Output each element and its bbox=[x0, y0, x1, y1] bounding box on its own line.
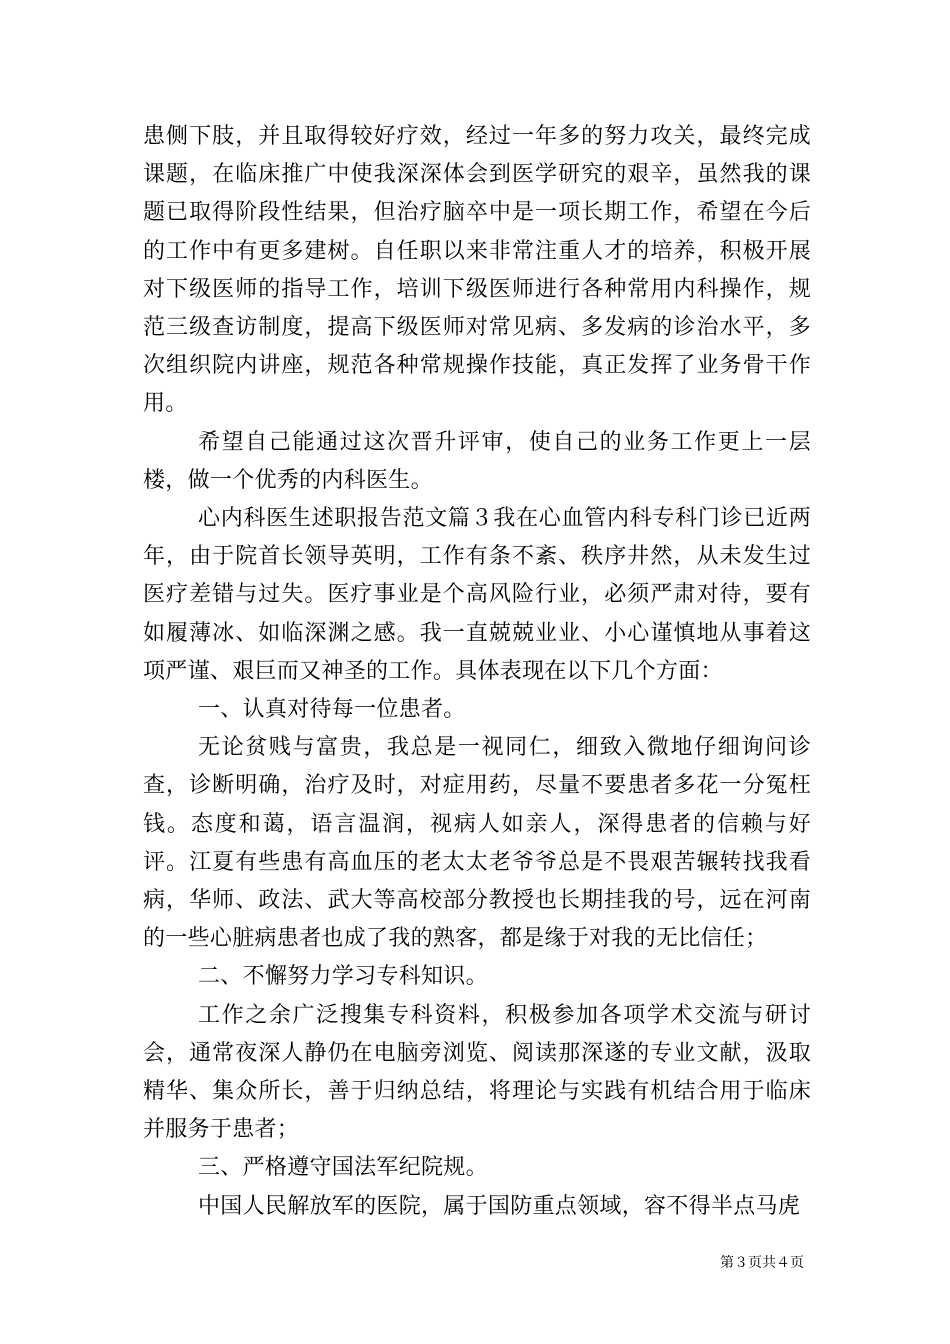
section-heading-3: 三、严格遵守国法军纪院规。 bbox=[198, 1155, 488, 1181]
page-number-footer: 第３页共４页 bbox=[720, 1255, 804, 1271]
paragraph-section-1: 无论贫贱与富贵，我总是一视同仁，细致入微地仔细询问诊查，诊断明确，治疗及时，对症用药，尽量不要患者多花一分冤枉钱。态度和蔼，语言温润，视病人如亲人，深得患者的信赖与好评。江夏有些患有高血压的老太太老爷爷总是不畏艰苦辗转找我看病，华师、政法、武大等高校部分教授也长期挂我的号，远在河南的一些心脏病患者也成了我的熟客，都是缘于对我的无比信任； bbox=[143, 735, 811, 952]
paragraph-continuation: 患侧下肢，并且取得较好疗效，经过一年多的努力攻关，最终完成课题，在临床推广中使我深深体会到医学研究的艰辛，虽然我的课题已取得阶段性结果，但治疗脑卒中是一项长期工作，希望在今后的工作中有更多建树。自任职以来非常注重人才的培养，积极开展对下级医师的指导工作，培训下级医师进行各种常用内科操作，规范三级查访制度，提高下级医师对常见病、多发病的诊治水平，多次组织院内讲座，规范各种常规操作技能，真正发挥了业务骨干作用。 bbox=[143, 124, 811, 417]
document-body bbox=[143, 118, 811, 1226]
section-heading-2: 二、不懈努力学习专科知识。 bbox=[198, 964, 488, 990]
paragraph-report-intro: 心内科医生述职报告范文篇３我在心血管内科专科门诊已近两年，由于院首长领导英明，工作有条不紊、秩序井然，从未发生过医疗差错与过失。医疗事业是个高风险行业，必须严肃对待，要有如履薄冰、如临深渊之感。我一直兢兢业业、小心谨慎地从事着这项严谨、艰巨而又神圣的工作。具体表现在以下几个方面： bbox=[143, 506, 811, 684]
paragraph-section-2: 工作之余广泛搜集专科资料，积极参加各项学术交流与研讨会，通常夜深人静仍在电脑旁浏览、阅读那深遂的专业文献，汲取精华、集众所长，善于归纳总结，将理论与实践有机结合用于临床并服务于患者； bbox=[143, 1002, 811, 1143]
paragraph-section-3: 中国人民解放军的医院，属于国防重点领域，容不得半点马虎 bbox=[198, 1193, 801, 1219]
section-heading-1: 一、认真对待每一位患者。 bbox=[198, 697, 466, 723]
paragraph-hope: 希望自己能通过这次晋升评审，使自己的业务工作更上一层楼，做一个优秀的内科医生。 bbox=[143, 429, 811, 493]
